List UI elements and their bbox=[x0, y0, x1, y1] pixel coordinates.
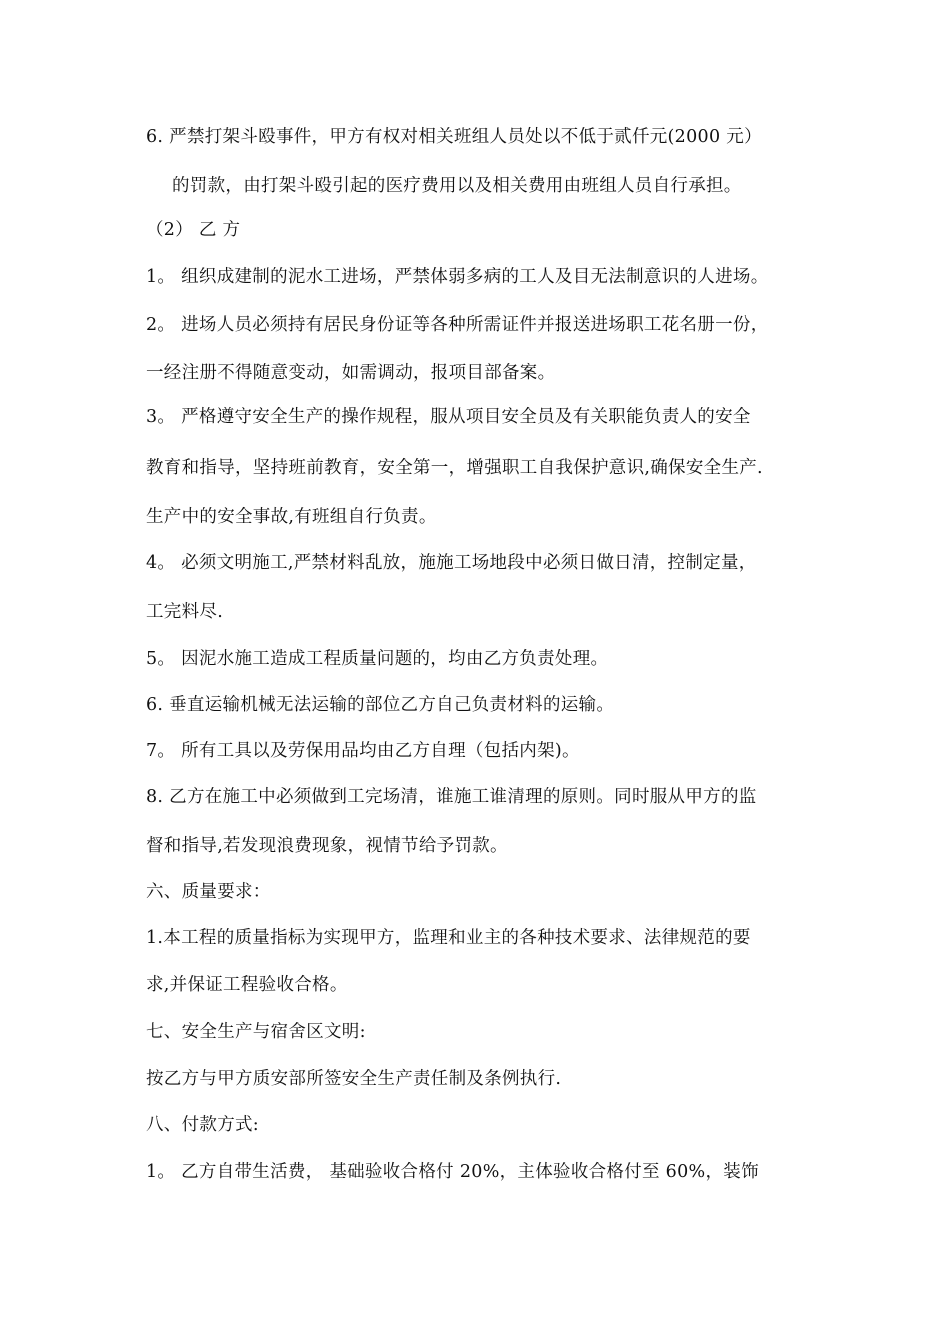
party-b-item-3-line-1: 3。 严格遵守安全生产的操作规程，服从项目安全员及有关职能负责人的安全 bbox=[146, 407, 751, 427]
party-b-item-4-line-2: 工完料尽. bbox=[146, 602, 224, 622]
party-b-item-8-line-2: 督和指导,若发现浪费现象，视情节给予罚款。 bbox=[146, 836, 508, 856]
payment-item-1: 1。 乙方自带生活费， 基础验收合格付 20%，主体验收合格付至 60%，装饰 bbox=[146, 1162, 759, 1182]
section-7-heading: 七、安全生产与宿舍区文明: bbox=[146, 1022, 366, 1042]
clause-6-line-1: 6. 严禁打架斗殴事件，甲方有权对相关班组人员处以不低于贰仟元(2000 元） bbox=[146, 127, 762, 147]
party-b-item-4-line-1: 4。 必须文明施工,严禁材料乱放，施施工场地段中必须日做日清，控制定量， bbox=[146, 553, 757, 573]
party-b-item-2-line-1: 2。 进场人员必须持有居民身份证等各种所需证件并报送进场职工花名册一份， bbox=[146, 315, 769, 335]
party-b-item-7: 7。 所有工具以及劳保用品均由乙方自理（包括内架)。 bbox=[146, 741, 580, 761]
party-b-item-3-line-2: 教育和指导，坚持班前教育，安全第一，增强职工自我保护意识,确保安全生产. bbox=[146, 458, 763, 478]
clause-6-line-2: 的罚款，由打架斗殴引起的医疗费用以及相关费用由班组人员自行承担。 bbox=[172, 176, 742, 196]
party-b-heading: （2） 乙 方 bbox=[146, 220, 241, 240]
party-b-item-3-line-3: 生产中的安全事故,有班组自行负责。 bbox=[146, 507, 437, 527]
quality-item-1-line-1: 1.本工程的质量指标为实现甲方，监理和业主的各种技术要求、法律规范的要 bbox=[146, 928, 751, 948]
party-b-item-5: 5。 因泥水施工造成工程质量问题的，均由乙方负责处理。 bbox=[146, 649, 609, 669]
quality-item-1-line-2: 求,并保证工程验收合格。 bbox=[146, 975, 348, 995]
section-8-heading: 八、付款方式: bbox=[146, 1115, 259, 1135]
party-b-item-8-line-1: 8. 乙方在施工中必须做到工完场清，谁施工谁清理的原则。同时服从甲方的监 bbox=[146, 787, 757, 807]
party-b-item-2-line-2: 一经注册不得随意变动，如需调动，报项目部备案。 bbox=[146, 363, 556, 383]
section-6-heading: 六、质量要求： bbox=[146, 882, 271, 902]
party-b-item-6: 6. 垂直运输机械无法运输的部位乙方自己负责材料的运输。 bbox=[146, 695, 615, 715]
party-b-item-1: 1。 组织成建制的泥水工进场，严禁体弱多病的工人及目无法制意识的人进场。 bbox=[146, 267, 769, 287]
safety-text: 按乙方与甲方质安部所签安全生产责任制及条例执行. bbox=[146, 1069, 562, 1089]
